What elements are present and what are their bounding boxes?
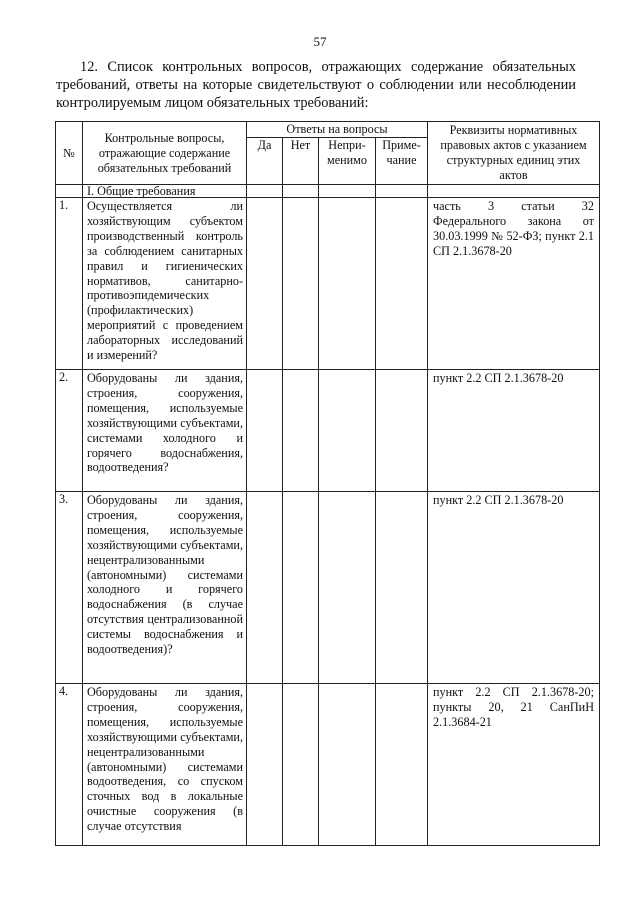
row-question: Оборудованы ли здания, строения, сооружения, помещения, используемые хозяйствующими субъектами, нецентрализованными (автономными) системами холодного и горячего водоснабжения (в случае отсутствия централизованной системы водоснабжения и водоотведения)? (83, 492, 247, 684)
row-reference: пункт 2.2 СП 2.1.3678-20; пункты 20, 21 СанПиН 2.1.3684-21 (428, 684, 600, 846)
header-no: Нет (283, 138, 319, 185)
answer-no-cell[interactable] (283, 198, 319, 370)
section-title: I. Общие требования (83, 185, 247, 198)
answer-yes-cell[interactable] (247, 492, 283, 684)
row-question: Оборудованы ли здания, строения, сооружения, помещения, используемые хозяйствующими субъектами, системами холодного и горячего водоснабжения, водоотведения? (83, 370, 247, 492)
section-heading: 12. Список контрольных вопросов, отражающих содержание обязательных требований, ответы на которые свидетельствуют о соблюдении или несоблюдении контролируемым лицом обязательных требований: (56, 59, 576, 111)
row-reference: пункт 2.2 СП 2.1.3678-20 (428, 492, 600, 684)
answer-yes-cell[interactable] (247, 198, 283, 370)
answer-no-cell[interactable] (283, 684, 319, 846)
table-row (56, 684, 600, 846)
row-reference: пункт 2.2 СП 2.1.3678-20 (428, 370, 600, 492)
answer-not-applicable-cell[interactable] (319, 492, 376, 684)
row-num: 2. (56, 370, 83, 492)
answer-note-cell[interactable] (376, 198, 428, 370)
header-num: № (56, 122, 83, 185)
answer-no-cell[interactable] (283, 370, 319, 492)
row-question: Осуществляется ли хозяйствующим субъектом производственный контроль за соблюдением санитарных правил и гигиенических нормативов, санитарно-противоэпидемических (профилактических) мероприятий с проведением лабораторных исследований и измерений? (83, 198, 247, 370)
header-reference: Реквизиты нормативных правовых актов с указанием структурных единиц этих актов (428, 122, 600, 185)
header-question: Контрольные вопросы, отражающие содержание обязательных требований (83, 122, 247, 185)
answer-yes-cell[interactable] (247, 370, 283, 492)
answer-yes-cell[interactable] (247, 684, 283, 846)
answer-not-applicable-cell[interactable] (319, 198, 376, 370)
section-row (56, 185, 600, 198)
table-row (56, 198, 600, 370)
row-num: 3. (56, 492, 83, 684)
header-answers-group: Ответы на вопросы (247, 122, 428, 138)
table-row (56, 492, 600, 684)
page-number: 57 (313, 34, 327, 49)
answer-note-cell[interactable] (376, 370, 428, 492)
table-header-row (56, 122, 600, 138)
header-not-applicable: Непри-менимо (319, 138, 376, 185)
row-reference: часть 3 статьи 32 Федерального закона от 30.03.1999 № 52-ФЗ; пункт 2.1 СП 2.1.3678-20 (428, 198, 600, 370)
requirements-table (55, 121, 600, 846)
answer-not-applicable-cell[interactable] (319, 684, 376, 846)
row-num: 4. (56, 684, 83, 846)
row-question: Оборудованы ли здания, строения, сооружения, помещения, используемые хозяйствующими субъектами, нецентрализованными (автономными) системами водоотведения, со спуском сточных вод в локальные очистные сооружения (в случае отсутствия (83, 684, 247, 846)
answer-not-applicable-cell[interactable] (319, 370, 376, 492)
answer-no-cell[interactable] (283, 492, 319, 684)
section-num-cell (56, 185, 83, 198)
row-num: 1. (56, 198, 83, 370)
header-yes: Да (247, 138, 283, 185)
answer-note-cell[interactable] (376, 492, 428, 684)
header-note: Приме-чание (376, 138, 428, 185)
table-row (56, 370, 600, 492)
answer-note-cell[interactable] (376, 684, 428, 846)
